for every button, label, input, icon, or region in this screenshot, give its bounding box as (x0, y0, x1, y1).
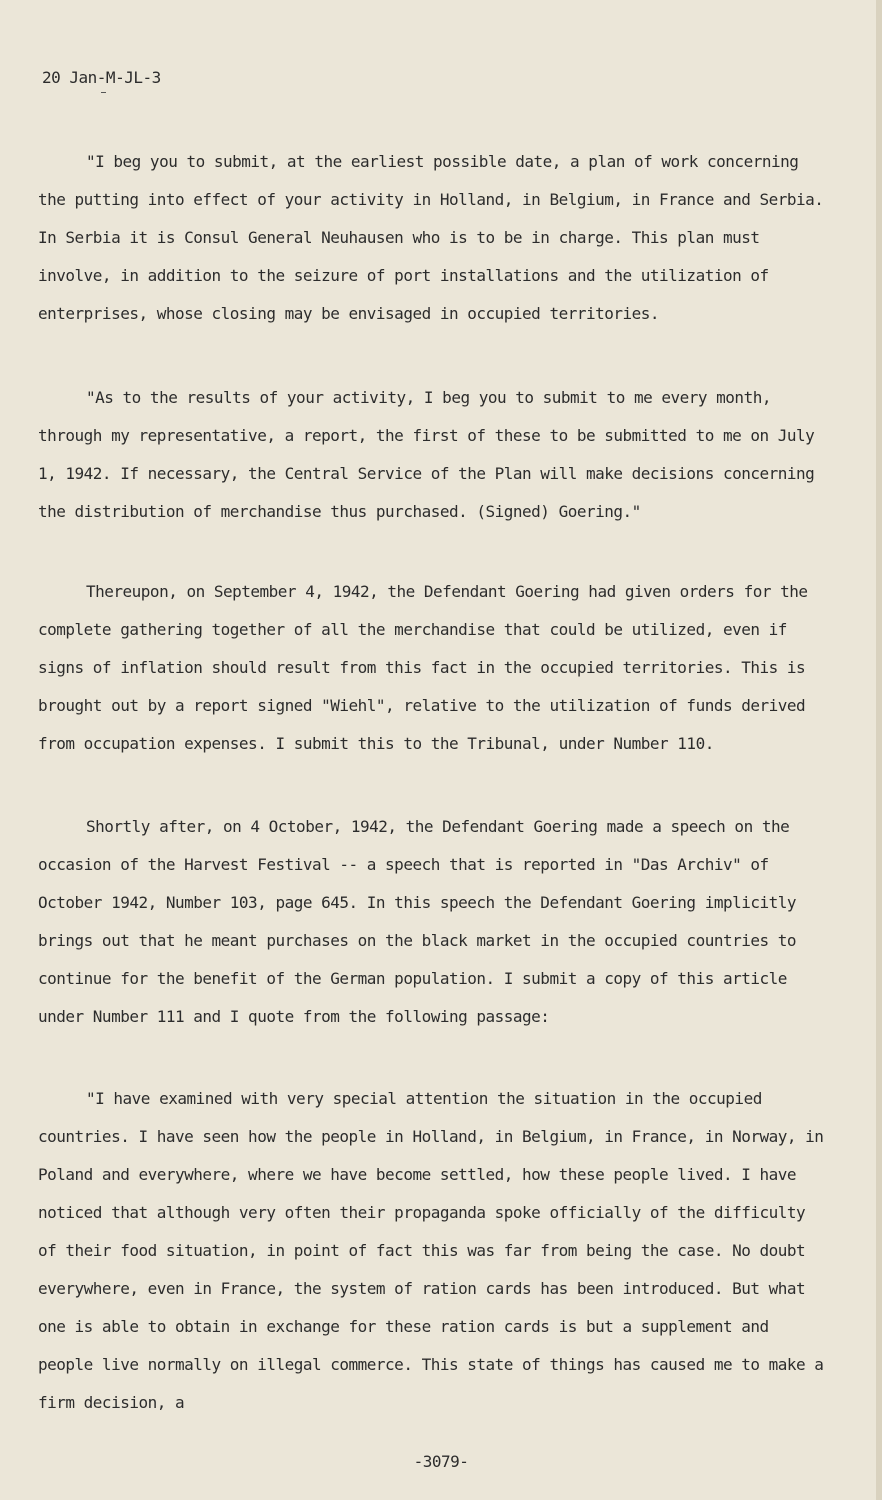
paragraph-1: "I beg you to submit, at the earliest possible date, a plan of work concerning the putting into effect of your activity in Holland, in Belgium, in France and Serbia. In Serbia it is Consul General Neuhausen who is to be in charge. This plan must involve, in addition to the seizure of port installations and the utilization of enterprises, whose closing may be envisaged in occupied territories. (38, 152, 833, 323)
paragraph-2: "As to the results of your activity, I beg you to submit to me every month, through my representative, a report, the first of these to be submitted to me on July 1, 1942. If necessary, the Central Service of the Plan will make decisions concerning the distribution of merchandise thus purchased. (Signed) Goering." (38, 388, 824, 521)
paragraph-5: "I have examined with very special attention the situation in the occupied countries. I have seen how the people in Holland, in Belgium, in France, in Norway, in Poland and everywhere, where we have become settled, how these people lived. I have noticed that although very often their propaganda spoke officially of the difficulty of their food situation, in point of fact this was far from being the case. No doubt everywhere, even in France, the system of ration cards has been introduced. But what one is able to obtain in exchange for these ration cards is but a supplement and people live normally on illegal commerce. This state of things has caused me to make a firm decision, a (38, 1089, 833, 1412)
page-edge-shadow (876, 0, 882, 1500)
header-underline-mark (101, 92, 106, 93)
document-header: 20 Jan-M-JL-3 (42, 68, 161, 87)
page-number: -3079- (413, 1452, 469, 1471)
paragraph-4: Shortly after, on 4 October, 1942, the Defendant Goering made a speech on the occasion of the Harvest Festival -- a speech that is reported in "Das Archiv" of October 1942, Number 103, page 645. In this speech the Defendant Goering implicitly brings out that he meant purchases on the black market in the occupied countries to continue for the benefit of the German population. I submit a copy of this article under Number 111 and I quote from the following passage: (38, 817, 806, 1026)
paragraph-3: Thereupon, on September 4, 1942, the Defendant Goering had given orders for the complete gathering together of all the merchandise that could be utilized, even if signs of inflation should result from this fact in the occupied territories. This is brought out by a report signed "Wiehl", relative to the utilization of funds derived from occupation expenses. I submit this to the Tribunal, under Number 110. (38, 582, 817, 753)
